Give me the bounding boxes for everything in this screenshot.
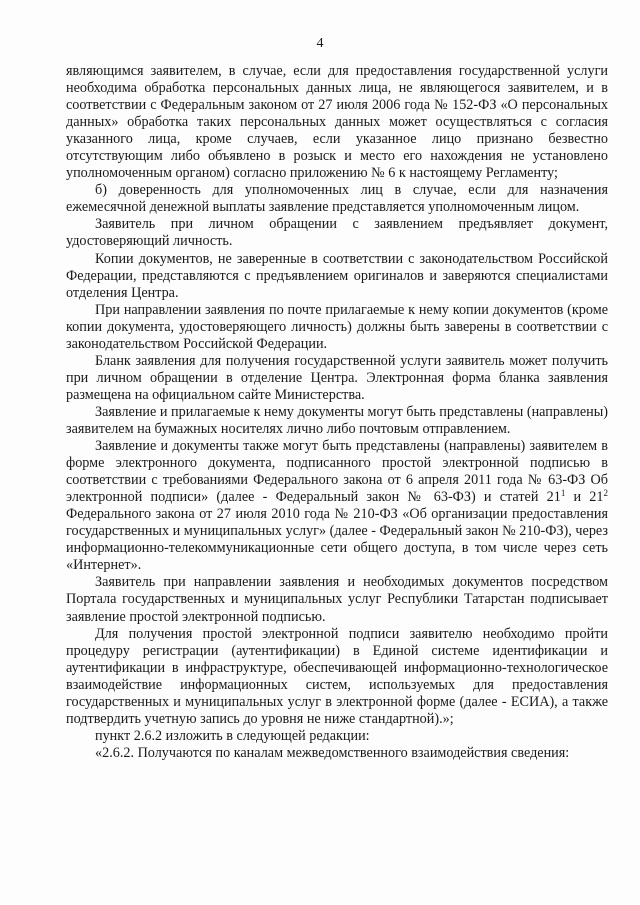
text-segment: и 21 <box>565 489 604 506</box>
paragraph-clause-2-6-2: «2.6.2. Получаются по каналам межведомственного взаимодействия сведения: <box>95 744 570 761</box>
paragraph-document-copies: Копии документов, не заверенные в соответствии с законодательством Российской Федерации, представляются с предъявлением оригиналов и заверяются специалистами отделения Центра. <box>66 250 608 301</box>
paragraph-esia-registration: Для получения простой электронной подписи заявителю необходимо пройти процедуру регистрации (аутентификации) в Единой системе идентификации и аутентификации в инфраструктуре, обеспечивающей информационно-технологическое взаимодействие информационных систем, используемых для предоставления государственных и муниципальных услуг в электронной форме (далее - ЕСИА), а также подтвердить учетную запись до уровня не ниже стандартной).»; <box>66 625 608 727</box>
paragraph-portal-signature: Заявитель при направлении заявления и необходимых документов посредством Портала государственных и муниципальных услуг Республики Татарстан подписывает заявление простой электронной подписью. <box>66 574 608 625</box>
paragraph-postal-submission: При направлении заявления по почте прилагаемые к нему копии документов (кроме копии документа, удостоверяющего личность) должны быть заверены в соответствии с законодательством Российской Федерации. <box>66 301 608 352</box>
paragraph-identity-document: Заявитель при личном обращении с заявлением предъявляет документ, удостоверяющий личность. <box>66 216 608 250</box>
paragraph-application-form: Бланк заявления для получения государственной услуги заявитель может получить при личном обращении в отделение Центра. Электронная форма бланка заявления размещена на официальном сайте Министерства. <box>66 352 608 403</box>
superscript: 1 <box>560 488 566 499</box>
text-segment: Федерального закона от 27 июля 2010 года № 210-ФЗ «Об организации предоставления государственных и муниципальных услуг» (далее - Федеральный закон № 210-ФЗ), через информационно-телекоммуникационные сети общего доступа, в том числе через сеть «Интернет». <box>66 506 608 574</box>
paragraph-continuation: являющимся заявителем, в случае, если для предоставления государственной услуги необходима обработка персональных данных лица, не являющегося заявителем, и в соответствии с Федеральным законом от 27 июля 2006 года № 152-ФЗ «О персональных данных» обработка таких персональных данных может осуществляться с согласия указанного лица, кроме случаев, если указанное лицо признано безвестно отсутствующим либо объявлено в розыск и место его нахождения не установлено уполномоченным органом) согласно приложению № 6 к настоящему Регламенту; <box>66 63 608 182</box>
superscript: 2 <box>603 488 608 499</box>
paragraph-electronic-submission <box>66 438 608 574</box>
paragraph-power-of-attorney: б) доверенность для уполномоченных лиц в случае, если для назначения ежемесячной денежной выплаты заявление представляется уполномоченным лицом. <box>66 182 608 216</box>
document-body <box>66 63 608 762</box>
paragraph-paper-submission: Заявление и прилагаемые к нему документы могут быть представлены (направлены) заявителем на бумажных носителях лично либо почтовым отправлением. <box>66 403 608 437</box>
text-segment: Заявление и документы также могут быть представлены (направлены) заявителем в форме электронного документа, подписанного простой электронной подписью в соответствии с требованиями Федерального закона от 6 апреля 2011 года № 63-ФЗ Об электронной подписи» (далее - Федеральный закон № 63-ФЗ) и статей 21 <box>66 438 608 506</box>
page-number: 4 <box>316 36 324 51</box>
paragraph-amendment-instruction: пункт 2.6.2 изложить в следующей редакции: <box>95 727 370 744</box>
